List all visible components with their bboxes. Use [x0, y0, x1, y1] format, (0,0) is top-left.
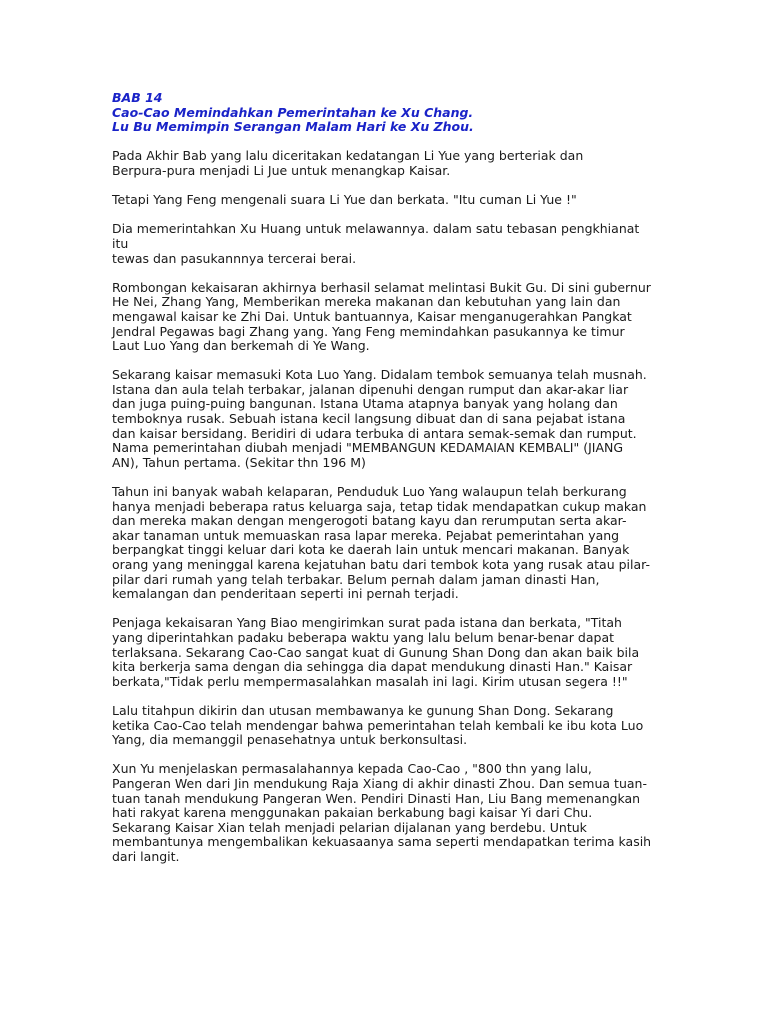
paragraph [112, 149, 657, 178]
paragraph-line: berkata,"Tidak perlu mempermasalahkan masalah ini lagi. Kirim utusan segera !!" [112, 673, 628, 689]
body-text [112, 149, 657, 864]
paragraph-line: Laut Luo Yang dan berkemah di Ye Wang. [112, 338, 370, 354]
paragraph-line: Nama pemerintahan diubah menjadi "MEMBANGUN KEDAMAIAN KEMBALI" (JIANG [112, 440, 624, 456]
paragraph [112, 222, 657, 266]
paragraph-line: Rombongan kekaisaran akhirnya berhasil selamat melintasi Bukit Gu. Di sini gubernur [112, 279, 651, 295]
paragraph-line: itu [112, 235, 129, 251]
paragraph-line: tewas dan pasukannnya tercerai berai. [112, 250, 357, 266]
paragraph-line: He Nei, Zhang Yang, Memberikan mereka makanan dan kebutuhan yang lain dan [112, 294, 621, 310]
paragraph-line: orang yang meninggal karena kejatuhan batu dari tembok kota yang rusak atau pilar- [112, 557, 650, 572]
paragraph-line: Sekarang kaisar memasuki Kota Luo Yang. Didalam tembok semuanya telah musnah. [112, 367, 647, 383]
chapter-number: BAB 14 [112, 90, 163, 105]
paragraph-line: Sekarang Kaisar Xian telah menjadi pelarian dijalanan yang berdebu. Untuk [112, 819, 587, 835]
paragraph-line: hanya menjadi beberapa ratus keluarga saja, tetap tidak mendapatkan cukup makan [112, 498, 647, 514]
chapter-heading [112, 91, 657, 135]
paragraph-line: terlaksana. Sekarang Cao-Cao sangat kuat di Gunung Shan Dong dan akan baik bila [112, 644, 640, 660]
paragraph-line: dan juga puing-puing bangunan. Istana Utama atapnya banyak yang holang dan [112, 396, 618, 412]
paragraph-line: Pada Akhir Bab yang lalu diceritakan kedatangan Li Yue yang berteriak dan [112, 148, 584, 164]
paragraph-line: pilar dari rumah yang telah terbakar. Belum pernah dalam jaman dinasti Han, [112, 571, 600, 587]
paragraph-line: tuan tanah mendukung Pangeran Wen. Pendiri Dinasti Han, Liu Bang memenangkan [112, 790, 641, 806]
paragraph-line: akar tanaman untuk memuaskan rasa lapar mereka. Pejabat pemerintahan yang [112, 527, 620, 543]
paragraph [112, 368, 657, 470]
paragraph-line: Penjaga kekaisaran Yang Biao mengirimkan surat pada istana dan berkata, "Titah [112, 615, 622, 631]
paragraph-line: dari langit. [112, 848, 180, 864]
paragraph-line: dan kaisar bersidang. Beridiri di udara terbuka di antara semak-semak dan rumput. [112, 425, 637, 441]
paragraph-line: Berpura-pura menjadi Li Jue untuk menangkap Kaisar. [112, 162, 451, 178]
paragraph-line: Xun Yu menjelaskan permasalahannya kepada Cao-Cao , "800 thn yang lalu, [112, 761, 592, 777]
paragraph-line: kemalangan dan penderitaan seperti ini pernah terjadi. [112, 586, 459, 602]
paragraph-line: Pangeran Wen dari Jin mendukung Raja Xiang di akhir dinasti Zhou. Dan semua tuan- [112, 775, 647, 791]
chapter-title-line-1: Cao-Cao Memindahkan Pemerintahan ke Xu Chang. [112, 104, 474, 120]
paragraph-line: Dia memerintahkan Xu Huang untuk melawannya. dalam satu tebasan pengkhianat [112, 221, 640, 237]
paragraph-line: Tahun ini banyak wabah kelaparan, Penduduk Luo Yang walaupun telah berkurang [112, 484, 627, 500]
paragraph-line: Lalu titahpun dikirin dan utusan membawanya ke gunung Shan Dong. Sekarang [112, 702, 614, 718]
paragraph-line: yang diperintahkan padaku beberapa waktu yang lalu belum benar-benar dapat [112, 629, 615, 645]
paragraph-line: mengawal kaisar ke Zhi Dai. Untuk bantuannya, Kaisar menganugerahkan Pangkat [112, 308, 632, 324]
paragraph [112, 281, 657, 354]
paragraph-line: dan mereka makan dengan mengerogoti batang kayu dan rerumputan serta akar- [112, 513, 627, 529]
paragraph [112, 616, 657, 689]
paragraph [112, 762, 657, 864]
chapter-title-line-2: Lu Bu Memimpin Serangan Malam Hari ke Xu Zhou. [112, 119, 474, 135]
paragraph [112, 193, 657, 208]
paragraph [112, 704, 657, 748]
paragraph-line: AN), Tahun pertama. (Sekitar thn 196 M) [112, 454, 366, 470]
paragraph-line: berpangkat tinggi keluar dari kota ke daerah lain untuk mencari makanan. Banyak [112, 542, 630, 558]
paragraph-line: membantunya mengembalikan kekuasaanya sama seperti mendapatkan terima kasih [112, 834, 652, 850]
paragraph-line: ketika Cao-Cao telah mendengar bahwa pemerintahan telah kembali ke ibu kota Luo [112, 717, 644, 733]
paragraph-line: Tetapi Yang Feng mengenali suara Li Yue dan berkata. "Itu cuman Li Yue !" [112, 192, 577, 208]
paragraph-line: hati rakyat karena menggunakan pakaian berkabung bagi kaisar Yi dari Chu. [112, 805, 593, 821]
paragraph [112, 485, 657, 602]
paragraph-line: temboknya rusak. Sebuah istana kecil langsung dibuat dan di sana pejabat istana [112, 411, 626, 427]
paragraph-line: Jendral Pegawas bagi Zhang yang. Yang Feng memindahkan pasukannya ke timur [112, 323, 625, 339]
paragraph-line: kita berkerja sama dengan dia sehingga dia dapat mendukung dinasti Han." Kaisar [112, 659, 633, 675]
document-page [112, 91, 657, 879]
paragraph-line: Istana dan aula telah terbakar, jalanan dipenuhi dengan rumput dan akar-akar liar [112, 381, 629, 397]
paragraph-line: Yang, dia memanggil penasehatnya untuk berkonsultasi. [112, 732, 468, 748]
